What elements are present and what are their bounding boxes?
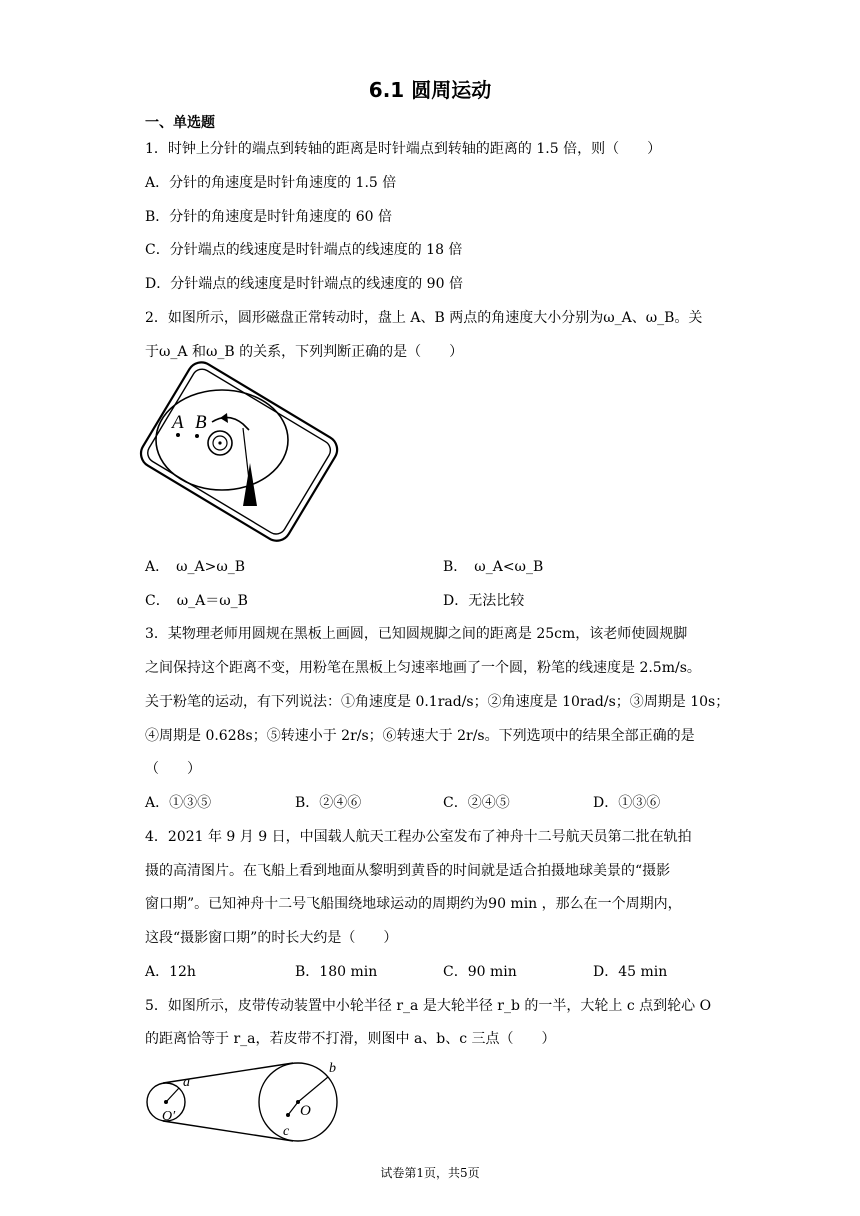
point-b-dot bbox=[195, 434, 199, 438]
q4-line4: 这段“摄影窗口期”的时长大约是（ ） bbox=[145, 930, 398, 946]
q3-line5: （ ） bbox=[145, 761, 201, 777]
q1-option-b: B．分针的角速度是时针角速度的 60 倍 bbox=[145, 209, 393, 225]
q3-line3: 关于粉笔的运动，有下列说法：①角速度是 0.1rad/s；②角速度是 10rad/s；③周期是 10s； bbox=[145, 694, 730, 710]
label-a: A bbox=[172, 412, 184, 433]
belt-figure bbox=[140, 1058, 360, 1140]
q5-stem-line2: 的距离恰等于 r_a，若皮带不打滑，则图中 a、b、c 三点（ ） bbox=[145, 1031, 556, 1047]
page-footer: 试卷第1页，共5页 bbox=[380, 1166, 480, 1180]
label-o: O bbox=[300, 1103, 311, 1119]
q3-option-a: A．①③⑤ bbox=[145, 795, 212, 811]
q4-line2: 摄的高清图片。在飞船上看到地面从黎明到黄昏的时间就是适合拍摄地球美景的“摄影 bbox=[145, 863, 671, 879]
disk-center-dot bbox=[218, 441, 221, 444]
point-c-dot bbox=[286, 1113, 290, 1117]
q3-option-c: C．②④⑤ bbox=[443, 795, 510, 811]
read-head bbox=[243, 463, 257, 506]
radius-c bbox=[288, 1102, 298, 1115]
radius-b bbox=[298, 1077, 328, 1102]
section-heading: 一、单选题 bbox=[145, 115, 215, 131]
q1-option-d: D．分针端点的线速度是时针端点的线速度的 90 倍 bbox=[145, 276, 463, 292]
q3-option-b: B．②④⑥ bbox=[295, 795, 362, 811]
label-c: c bbox=[283, 1124, 290, 1139]
label-a: a bbox=[183, 1075, 190, 1090]
page-title: 6.1 圆周运动 bbox=[368, 78, 492, 102]
q3-line4: ④周期是 0.628s；⑤转速小于 2r/s；⑥转速大于 2r/s。下列选项中的结果全部正确的是 bbox=[145, 728, 695, 744]
point-a-dot bbox=[176, 433, 180, 437]
small-center-dot bbox=[164, 1100, 168, 1104]
q5-stem-line1: 5．如图所示，皮带传动装置中小轮半径 r_a 是大轮半径 r_b 的一半，大轮上 c 点到轮心 O bbox=[145, 998, 712, 1014]
rotation-arrowhead bbox=[220, 413, 228, 423]
disk-platter bbox=[156, 390, 288, 490]
disk-outer-frame bbox=[136, 357, 342, 546]
q4-option-a: A．12h bbox=[145, 964, 196, 980]
belt-bottom bbox=[163, 1121, 293, 1141]
read-arm bbox=[243, 428, 249, 480]
label-o-prime: O′ bbox=[162, 1109, 176, 1124]
q3-option-d: D．①③⑥ bbox=[593, 795, 661, 811]
disk-figure bbox=[140, 368, 340, 553]
q4-line3: 窗口期”。已知神舟十二号飞船围绕地球运动的周期约为90 min ，那么在一个周期内， bbox=[145, 896, 682, 912]
q2-option-b: B． ω_A<ω_B bbox=[443, 559, 544, 575]
q2-option-d: D．无法比较 bbox=[443, 593, 525, 609]
q4-line1: 4．2021 年 9 月 9 日，中国载人航天工程办公室发布了神舟十二号航天员第二批在轨拍 bbox=[145, 829, 692, 845]
q2-stem-line1: 2．如图所示，圆形磁盘正常转动时，盘上 A、B 两点的角速度大小分别为ω_A、ω_B。关 bbox=[145, 310, 703, 326]
q1-option-a: A．分针的角速度是时针角速度的 1.5 倍 bbox=[145, 175, 397, 191]
q3-line1: 3．某物理老师用圆规在黑板上画圆，已知圆规脚之间的距离是 25cm，该老师使圆规脚 bbox=[145, 626, 688, 642]
q2-stem-line2: 于ω_A 和ω_B 的关系，下列判断正确的是（ ） bbox=[145, 344, 464, 360]
q4-option-b: B．180 min bbox=[295, 964, 378, 980]
q1-stem: 1．时钟上分针的端点到转轴的距离是时针端点到转轴的距离的 1.5 倍，则（ ） bbox=[145, 141, 662, 157]
q2-option-a: A． ω_A>ω_B bbox=[145, 559, 246, 575]
radius-a bbox=[166, 1088, 179, 1102]
q4-option-d: D．45 min bbox=[593, 964, 668, 980]
q1-option-c: C．分针端点的线速度是时针端点的线速度的 18 倍 bbox=[145, 242, 463, 258]
q2-option-c: C． ω_A＝ω_B bbox=[145, 593, 248, 609]
label-b: b bbox=[329, 1061, 336, 1076]
q3-line2: 之间保持这个距离不变，用粉笔在黑板上匀速率地画了一个圆，粉笔的线速度是 2.5m/s。 bbox=[145, 660, 701, 676]
q4-option-c: C．90 min bbox=[443, 964, 517, 980]
label-b: B bbox=[195, 412, 207, 433]
